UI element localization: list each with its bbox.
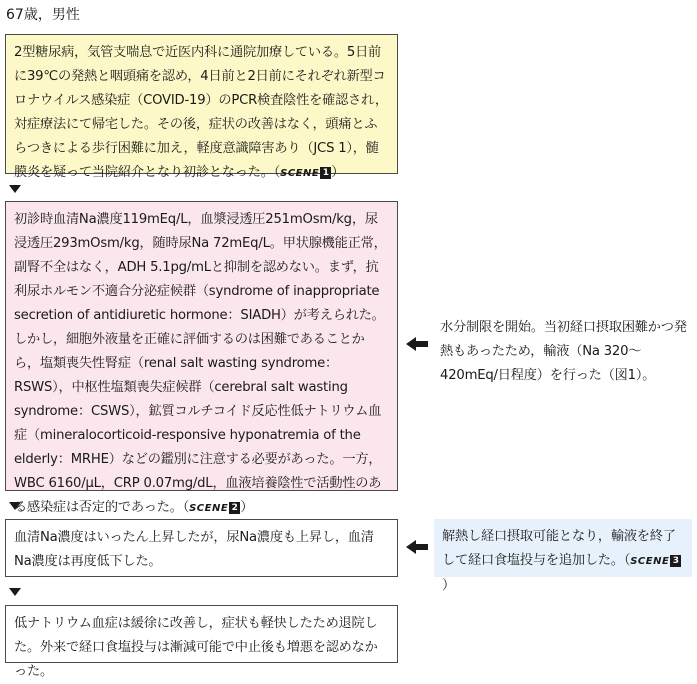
left-arrow-icon-2 <box>406 540 428 554</box>
case-box-workup: 初診時血清Na濃度119mEq/L，血漿浸透圧251mOsm/kg，尿浸透圧293mOsm/kg，随時尿Na 72mEq/L。甲状腺機能正常，副腎不全はなく，ADH 5.1pg/mLと抑制を認めない。まず，抗利尿ホルモン不適合分泌症候群（syndrome of inappropriate secretion of antidiuretic hormone：SIADH）が考えられた。しかし，細胞外液量を正確に評価するのは困難であることから，塩類喪失性腎症（renal salt wasting syndrome：RSWS），中枢性塩類喪失症候群（cerebral salt wasting syndrome：CSWS），鉱質コルチコイド反応性低ナトリウム血症（mineralocorticoid-responsive hyponatremia of the elderly：MRHE）などの鑑別に注意する必要があった。一方，WBC 6160/μL，CRP 0.07mg/dL，血液培養陰性で活動性のある感染症は否定的であった。（SCENE 2 ） <box>5 201 398 491</box>
case-text-workup: 初診時血清Na濃度119mEq/L，血漿浸透圧251mOsm/kg，尿浸透圧293mOsm/kg，随時尿Na 72mEq/L。甲状腺機能正常，副腎不全はなく，ADH 5.1pg/mLと抑制を認めない。まず，抗利尿ホルモン不適合分泌症候群（syndrome of inappropriate secretion of antidiuretic hormone：SIADH）が考えられた。しかし，細胞外液量を正確に評価するのは困難であることから，塩類喪失性腎症（renal salt wasting syndrome：RSWS），中枢性塩類喪失症候群（cerebral salt wasting syndrome：CSWS），鉱質コルチコイド反応性低ナトリウム血症（mineralocorticoid-responsive hyponatremia of the elderly：MRHE）などの鑑別に注意する必要があった。一方，WBC 6160/μL，CRP 0.07mg/dL，血液培養陰性で活動性のある感染症は否定的であった。 <box>14 212 387 515</box>
down-arrow-2 <box>9 502 21 510</box>
patient-header: 67歳，男性 <box>6 7 80 23</box>
left-arrow-icon-1 <box>406 337 428 351</box>
scene-label-3: SCENE <box>630 556 670 567</box>
down-arrow-1 <box>9 185 21 193</box>
case-box-course <box>5 519 398 577</box>
treatment-note-fluid <box>434 310 694 390</box>
scene-label-1: SCENE <box>280 168 320 179</box>
case-box-initial: 2型糖尿病，気管支喘息で近医内科に通院加療している。5日前に39℃の発熱と咽頭痛を認め，4日前と2日前にそれぞれ新型コロナウイルス感染症（COVID-19）のPCR検査陰性を確認され，対症療法にて帰宅した。その後，症状の改善はなく，頭痛とふらつきによる歩行困難に加え，軽度意識障害あり（JCS 1），髄膜炎を疑って当院紹介となり初診となった。（SCENE 1 ） <box>5 34 398 174</box>
treatment-text-salt: 解熱し経口摂取可能となり，輸液を終了して経口食塩投与を追加した。 <box>442 529 676 568</box>
scene-badge-3: 3 <box>670 555 681 567</box>
down-arrow-3 <box>9 588 21 596</box>
scene-label-2: SCENE <box>189 503 229 514</box>
case-text-outcome: 低ナトリウム血症は緩徐に改善し，症状も軽快したため退院した。外来で経口食塩投与は漸減可能で中止後も増悪を認めなかった。 <box>14 616 378 679</box>
scene-badge-1: 1 <box>320 167 331 179</box>
treatment-text-fluid: 水分制限を開始。当初経口摂取困難かつ発熱もあったため，輸液（Na 320～420mEq/日程度）を行った（図1）。 <box>440 320 687 383</box>
scene-badge-2: 2 <box>229 502 240 514</box>
case-text-course: 血清Na濃度はいったん上昇したが，尿Na濃度も上昇し，血清Na濃度は再度低下した。 <box>14 530 374 569</box>
treatment-note-salt: 解熱し経口摂取可能となり，輸液を終了して経口食塩投与を追加した。（SCENE 3） <box>434 519 692 577</box>
case-box-outcome <box>5 605 398 679</box>
case-text-initial: 2型糖尿病，気管支喘息で近医内科に通院加療している。5日前に39℃の発熱と咽頭痛を認め，4日前と2日前にそれぞれ新型コロナウイルス感染症（COVID-19）のPCR検査陰性を確認され，対症療法にて帰宅した。その後，症状の改善はなく，頭痛とふらつきによる歩行困難に加え，軽度意識障害あり（JCS 1），髄膜炎を疑って当院紹介となり初診となった。 <box>14 45 388 180</box>
